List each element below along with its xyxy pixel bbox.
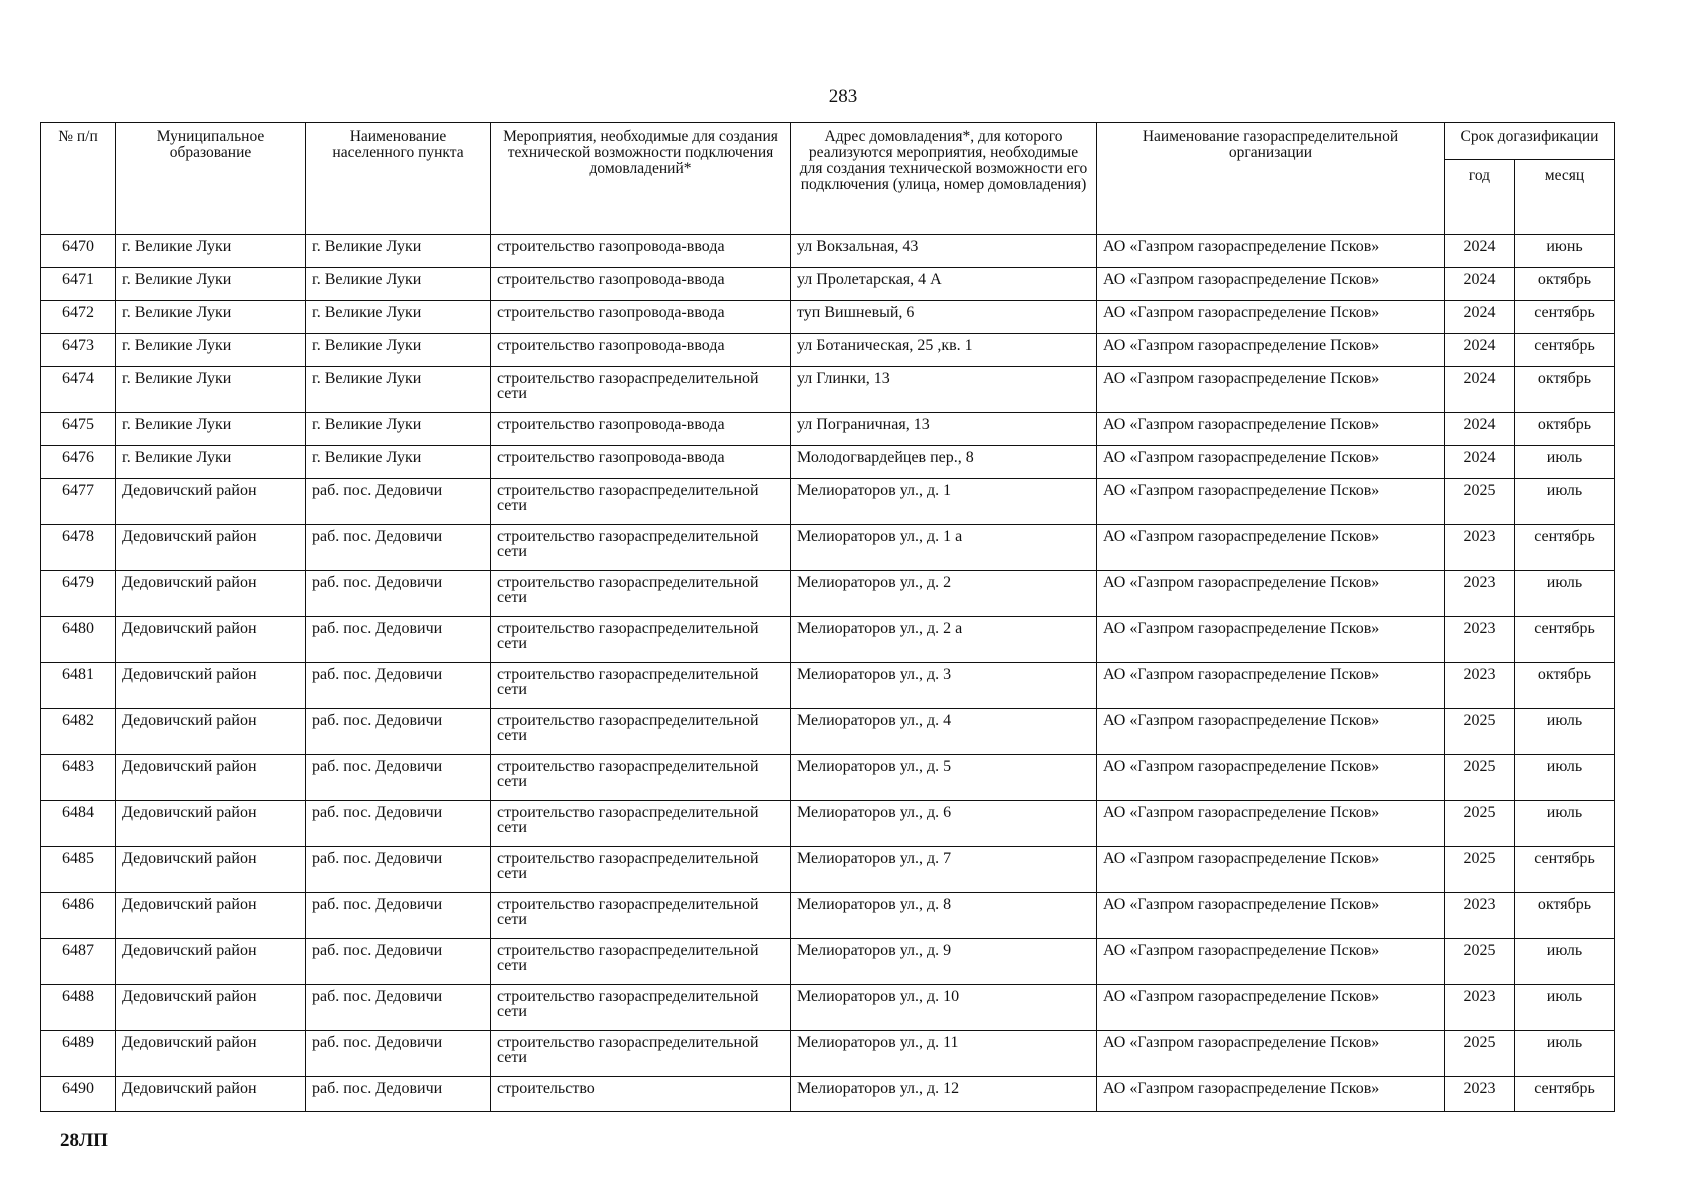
gasification-table xyxy=(40,122,1615,1112)
cell-year: 2023 xyxy=(1445,893,1515,939)
cell-settlement: раб. пос. Дедовичи xyxy=(306,525,491,571)
cell-municipality: Дедовичский район xyxy=(116,709,306,755)
header-settlement: Наименование населенного пункта xyxy=(306,123,491,235)
cell-municipality: г. Великие Луки xyxy=(116,301,306,334)
cell-settlement: раб. пос. Дедовичи xyxy=(306,985,491,1031)
cell-address: Мелиораторов ул., д. 2 а xyxy=(791,617,1097,663)
cell-organization: АО «Газпром газораспределение Псков» xyxy=(1097,617,1445,663)
cell-year: 2023 xyxy=(1445,1077,1515,1112)
cell-num: 6472 xyxy=(41,301,116,334)
cell-num: 6486 xyxy=(41,893,116,939)
table-row xyxy=(41,847,1615,893)
cell-month: июнь xyxy=(1515,235,1615,268)
page-number: 283 xyxy=(828,86,858,107)
table-row xyxy=(41,893,1615,939)
cell-address: Мелиораторов ул., д. 10 xyxy=(791,985,1097,1031)
cell-month: октябрь xyxy=(1515,268,1615,301)
cell-measure: строительство xyxy=(491,1077,791,1112)
cell-address: Мелиораторов ул., д. 5 xyxy=(791,755,1097,801)
table-row xyxy=(41,1077,1615,1112)
cell-num: 6480 xyxy=(41,617,116,663)
table-body xyxy=(41,235,1615,1112)
cell-organization: АО «Газпром газораспределение Псков» xyxy=(1097,801,1445,847)
cell-month: июль xyxy=(1515,939,1615,985)
cell-organization: АО «Газпром газораспределение Псков» xyxy=(1097,479,1445,525)
cell-num: 6489 xyxy=(41,1031,116,1077)
cell-year: 2023 xyxy=(1445,985,1515,1031)
cell-year: 2025 xyxy=(1445,755,1515,801)
cell-measure: строительство газопровода-ввода xyxy=(491,413,791,446)
cell-measure: строительство газораспределительной сети xyxy=(491,801,791,847)
table-row xyxy=(41,525,1615,571)
cell-month: сентябрь xyxy=(1515,525,1615,571)
cell-settlement: раб. пос. Дедовичи xyxy=(306,571,491,617)
cell-address: Мелиораторов ул., д. 6 xyxy=(791,801,1097,847)
cell-settlement: раб. пос. Дедовичи xyxy=(306,1031,491,1077)
cell-year: 2025 xyxy=(1445,847,1515,893)
cell-year: 2024 xyxy=(1445,268,1515,301)
cell-settlement: раб. пос. Дедовичи xyxy=(306,939,491,985)
cell-municipality: Дедовичский район xyxy=(116,939,306,985)
cell-num: 6479 xyxy=(41,571,116,617)
cell-organization: АО «Газпром газораспределение Псков» xyxy=(1097,939,1445,985)
cell-organization: АО «Газпром газораспределение Псков» xyxy=(1097,1031,1445,1077)
cell-organization: АО «Газпром газораспределение Псков» xyxy=(1097,367,1445,413)
cell-address: Мелиораторов ул., д. 2 xyxy=(791,571,1097,617)
cell-organization: АО «Газпром газораспределение Псков» xyxy=(1097,893,1445,939)
cell-address: Мелиораторов ул., д. 1 а xyxy=(791,525,1097,571)
cell-year: 2023 xyxy=(1445,617,1515,663)
cell-measure: строительство газораспределительной сети xyxy=(491,893,791,939)
cell-address: Молодогвардейцев пер., 8 xyxy=(791,446,1097,479)
cell-year: 2024 xyxy=(1445,301,1515,334)
cell-year: 2025 xyxy=(1445,709,1515,755)
cell-municipality: Дедовичский район xyxy=(116,1031,306,1077)
cell-month: сентябрь xyxy=(1515,334,1615,367)
cell-measure: строительство газопровода-ввода xyxy=(491,334,791,367)
cell-measure: строительство газораспределительной сети xyxy=(491,985,791,1031)
cell-month: сентябрь xyxy=(1515,847,1615,893)
cell-address: Мелиораторов ул., д. 4 xyxy=(791,709,1097,755)
cell-num: 6470 xyxy=(41,235,116,268)
header-num: № п/п xyxy=(41,123,116,235)
table-row xyxy=(41,367,1615,413)
cell-measure: строительство газопровода-ввода xyxy=(491,235,791,268)
cell-settlement: г. Великие Луки xyxy=(306,446,491,479)
cell-settlement: раб. пос. Дедовичи xyxy=(306,755,491,801)
cell-num: 6476 xyxy=(41,446,116,479)
cell-num: 6482 xyxy=(41,709,116,755)
cell-settlement: раб. пос. Дедовичи xyxy=(306,617,491,663)
cell-organization: АО «Газпром газораспределение Псков» xyxy=(1097,446,1445,479)
cell-num: 6471 xyxy=(41,268,116,301)
table-row xyxy=(41,334,1615,367)
cell-year: 2023 xyxy=(1445,571,1515,617)
table-row xyxy=(41,801,1615,847)
cell-measure: строительство газораспределительной сети xyxy=(491,525,791,571)
cell-settlement: раб. пос. Дедовичи xyxy=(306,801,491,847)
cell-num: 6478 xyxy=(41,525,116,571)
cell-num: 6477 xyxy=(41,479,116,525)
cell-year: 2024 xyxy=(1445,413,1515,446)
cell-address: ул Пограничная, 13 xyxy=(791,413,1097,446)
cell-municipality: Дедовичский район xyxy=(116,525,306,571)
header-measures: Мероприятия, необходимые для создания технической возможности подключения домовладений* xyxy=(491,123,791,235)
cell-organization: АО «Газпром газораспределение Псков» xyxy=(1097,985,1445,1031)
cell-month: июль xyxy=(1515,755,1615,801)
cell-month: сентябрь xyxy=(1515,1077,1615,1112)
cell-address: Мелиораторов ул., д. 1 xyxy=(791,479,1097,525)
header-municipality: Муниципальное образование xyxy=(116,123,306,235)
cell-measure: строительство газораспределительной сети xyxy=(491,1031,791,1077)
cell-organization: АО «Газпром газораспределение Псков» xyxy=(1097,709,1445,755)
cell-year: 2025 xyxy=(1445,801,1515,847)
cell-address: Мелиораторов ул., д. 8 xyxy=(791,893,1097,939)
cell-num: 6481 xyxy=(41,663,116,709)
cell-organization: АО «Газпром газораспределение Псков» xyxy=(1097,1077,1445,1112)
cell-address: ул Ботаническая, 25 ,кв. 1 xyxy=(791,334,1097,367)
cell-measure: строительство газораспределительной сети xyxy=(491,755,791,801)
cell-settlement: раб. пос. Дедовичи xyxy=(306,709,491,755)
cell-measure: строительство газопровода-ввода xyxy=(491,446,791,479)
cell-num: 6487 xyxy=(41,939,116,985)
cell-municipality: г. Великие Луки xyxy=(116,367,306,413)
header-year: год xyxy=(1445,160,1515,235)
table-row xyxy=(41,268,1615,301)
cell-municipality: Дедовичский район xyxy=(116,1077,306,1112)
cell-month: июль xyxy=(1515,446,1615,479)
header-organization: Наименование газораспределительной организации xyxy=(1097,123,1445,235)
cell-month: июль xyxy=(1515,1031,1615,1077)
cell-year: 2024 xyxy=(1445,235,1515,268)
cell-year: 2024 xyxy=(1445,367,1515,413)
cell-num: 6490 xyxy=(41,1077,116,1112)
cell-municipality: Дедовичский район xyxy=(116,893,306,939)
footer-code: 28ЛП xyxy=(60,1130,108,1151)
cell-settlement: г. Великие Луки xyxy=(306,301,491,334)
cell-municipality: Дедовичский район xyxy=(116,847,306,893)
cell-organization: АО «Газпром газораспределение Псков» xyxy=(1097,301,1445,334)
cell-organization: АО «Газпром газораспределение Псков» xyxy=(1097,663,1445,709)
cell-municipality: Дедовичский район xyxy=(116,755,306,801)
cell-municipality: Дедовичский район xyxy=(116,617,306,663)
cell-municipality: г. Великие Луки xyxy=(116,334,306,367)
table-row xyxy=(41,413,1615,446)
cell-address: ул Вокзальная, 43 xyxy=(791,235,1097,268)
table-header xyxy=(41,123,1615,235)
cell-measure: строительство газопровода-ввода xyxy=(491,268,791,301)
cell-num: 6485 xyxy=(41,847,116,893)
cell-organization: АО «Газпром газораспределение Псков» xyxy=(1097,525,1445,571)
cell-address: туп Вишневый, 6 xyxy=(791,301,1097,334)
cell-address: ул Пролетарская, 4 А xyxy=(791,268,1097,301)
table-row xyxy=(41,709,1615,755)
cell-municipality: Дедовичский район xyxy=(116,571,306,617)
cell-num: 6475 xyxy=(41,413,116,446)
cell-settlement: раб. пос. Дедовичи xyxy=(306,847,491,893)
header-address: Адрес домовладения*, для которого реализуются мероприятия, необходимые для создания технической возможности его подключения (улица, номер домовладения) xyxy=(791,123,1097,235)
cell-municipality: г. Великие Луки xyxy=(116,268,306,301)
cell-measure: строительство газораспределительной сети xyxy=(491,571,791,617)
cell-month: июль xyxy=(1515,709,1615,755)
table-row xyxy=(41,479,1615,525)
cell-year: 2024 xyxy=(1445,446,1515,479)
table-row xyxy=(41,301,1615,334)
cell-measure: строительство газораспределительной сети xyxy=(491,847,791,893)
cell-month: октябрь xyxy=(1515,663,1615,709)
cell-organization: АО «Газпром газораспределение Псков» xyxy=(1097,334,1445,367)
cell-year: 2025 xyxy=(1445,479,1515,525)
cell-settlement: раб. пос. Дедовичи xyxy=(306,479,491,525)
cell-municipality: Дедовичский район xyxy=(116,479,306,525)
cell-month: сентябрь xyxy=(1515,301,1615,334)
cell-municipality: г. Великие Луки xyxy=(116,235,306,268)
cell-month: июль xyxy=(1515,479,1615,525)
cell-settlement: г. Великие Луки xyxy=(306,268,491,301)
cell-month: октябрь xyxy=(1515,893,1615,939)
cell-measure: строительство газораспределительной сети xyxy=(491,479,791,525)
cell-address: Мелиораторов ул., д. 9 xyxy=(791,939,1097,985)
cell-measure: строительство газораспределительной сети xyxy=(491,663,791,709)
table-row xyxy=(41,755,1615,801)
cell-organization: АО «Газпром газораспределение Псков» xyxy=(1097,268,1445,301)
cell-municipality: Дедовичский район xyxy=(116,985,306,1031)
cell-month: июль xyxy=(1515,571,1615,617)
cell-settlement: г. Великие Луки xyxy=(306,235,491,268)
cell-organization: АО «Газпром газораспределение Псков» xyxy=(1097,235,1445,268)
cell-year: 2023 xyxy=(1445,663,1515,709)
cell-organization: АО «Газпром газораспределение Псков» xyxy=(1097,847,1445,893)
cell-address: ул Глинки, 13 xyxy=(791,367,1097,413)
table-row xyxy=(41,1031,1615,1077)
cell-municipality: г. Великие Луки xyxy=(116,413,306,446)
cell-measure: строительство газопровода-ввода xyxy=(491,301,791,334)
header-month: месяц xyxy=(1515,160,1615,235)
cell-organization: АО «Газпром газораспределение Псков» xyxy=(1097,413,1445,446)
cell-organization: АО «Газпром газораспределение Псков» xyxy=(1097,755,1445,801)
cell-month: июль xyxy=(1515,985,1615,1031)
cell-month: октябрь xyxy=(1515,367,1615,413)
table-row xyxy=(41,571,1615,617)
cell-municipality: Дедовичский район xyxy=(116,801,306,847)
table-row xyxy=(41,663,1615,709)
header-term: Срок догазификации xyxy=(1445,123,1615,160)
cell-num: 6473 xyxy=(41,334,116,367)
cell-month: октябрь xyxy=(1515,413,1615,446)
cell-settlement: г. Великие Луки xyxy=(306,334,491,367)
cell-settlement: г. Великие Луки xyxy=(306,367,491,413)
cell-month: сентябрь xyxy=(1515,617,1615,663)
table-row xyxy=(41,939,1615,985)
cell-year: 2025 xyxy=(1445,1031,1515,1077)
cell-month: июль xyxy=(1515,801,1615,847)
cell-settlement: раб. пос. Дедовичи xyxy=(306,893,491,939)
cell-municipality: Дедовичский район xyxy=(116,663,306,709)
cell-settlement: раб. пос. Дедовичи xyxy=(306,1077,491,1112)
cell-num: 6483 xyxy=(41,755,116,801)
cell-settlement: г. Великие Луки xyxy=(306,413,491,446)
table-row xyxy=(41,617,1615,663)
table-row xyxy=(41,985,1615,1031)
cell-num: 6484 xyxy=(41,801,116,847)
cell-address: Мелиораторов ул., д. 12 xyxy=(791,1077,1097,1112)
cell-measure: строительство газораспределительной сети xyxy=(491,939,791,985)
table-row xyxy=(41,446,1615,479)
cell-year: 2023 xyxy=(1445,525,1515,571)
table-row xyxy=(41,235,1615,268)
cell-year: 2024 xyxy=(1445,334,1515,367)
cell-address: Мелиораторов ул., д. 3 xyxy=(791,663,1097,709)
cell-address: Мелиораторов ул., д. 11 xyxy=(791,1031,1097,1077)
cell-num: 6474 xyxy=(41,367,116,413)
cell-address: Мелиораторов ул., д. 7 xyxy=(791,847,1097,893)
cell-measure: строительство газораспределительной сети xyxy=(491,617,791,663)
cell-year: 2025 xyxy=(1445,939,1515,985)
cell-num: 6488 xyxy=(41,985,116,1031)
cell-municipality: г. Великие Луки xyxy=(116,446,306,479)
cell-measure: строительство газораспределительной сети xyxy=(491,367,791,413)
cell-organization: АО «Газпром газораспределение Псков» xyxy=(1097,571,1445,617)
cell-measure: строительство газораспределительной сети xyxy=(491,709,791,755)
cell-settlement: раб. пос. Дедовичи xyxy=(306,663,491,709)
